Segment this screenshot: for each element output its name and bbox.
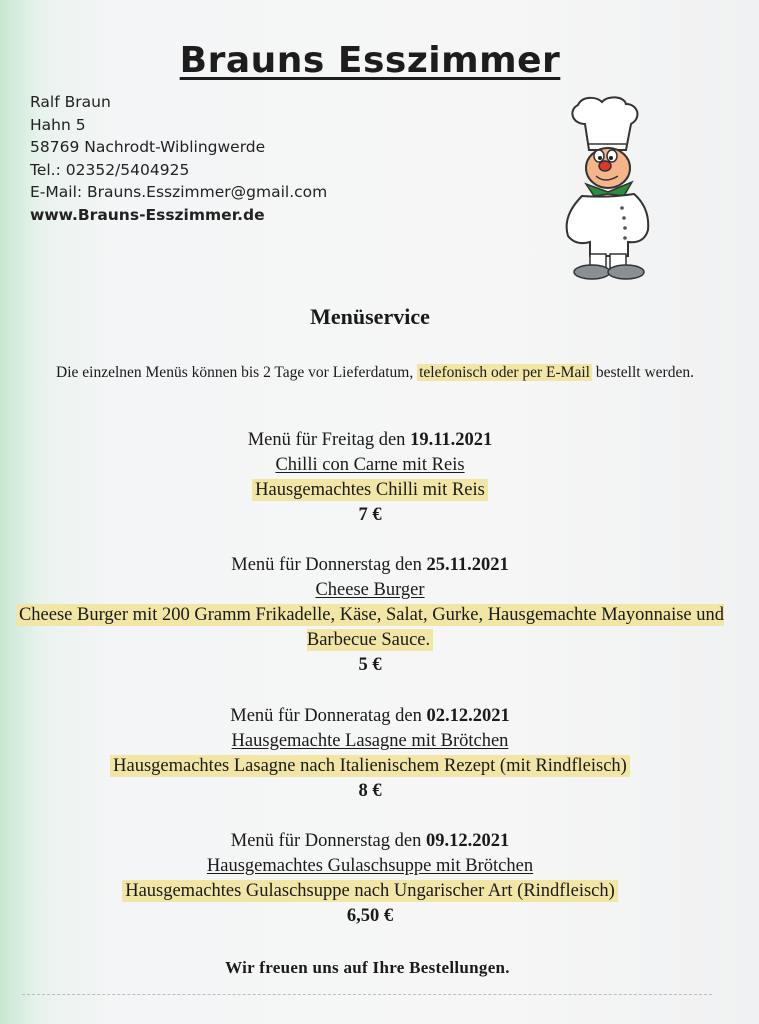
menu-description: Cheese Burger mit 200 Gramm Frikadelle, Käse, Salat, Gurke, Hausgemachte Mayonnaise und Barbecue Sauce. bbox=[10, 603, 730, 653]
menu-day-prefix: Menü für Donneratag den bbox=[230, 706, 427, 726]
address-city: 58769 Nachrodt-Wiblingwerde bbox=[30, 138, 266, 156]
chef-illustration bbox=[552, 96, 662, 282]
menu-date: 25.11.2021 bbox=[426, 555, 509, 575]
menu-name: Hausgemachte Lasagne mit Brötchen bbox=[231, 731, 509, 751]
closing-message: Wir freuen uns auf Ihre Bestellungen. bbox=[225, 958, 510, 977]
menu-day-line bbox=[10, 829, 730, 854]
menu-price: 5 € bbox=[358, 655, 382, 675]
intro-text-end: bestellt werden. bbox=[591, 364, 694, 381]
menu-description: Hausgemachtes Chilli mit Reis bbox=[10, 478, 730, 503]
menu-price: 6,50 € bbox=[346, 906, 394, 926]
order-instructions bbox=[30, 362, 720, 383]
menu-day-line bbox=[10, 428, 730, 453]
contact-address bbox=[30, 91, 327, 226]
menu-item bbox=[10, 553, 730, 678]
menu-name: Hausgemachtes Gulaschsuppe mit Brötchen bbox=[206, 856, 534, 876]
menu-description: Hausgemachtes Gulaschsuppe nach Ungarischer Art (Rindfleisch) bbox=[10, 879, 730, 904]
menu-price: 7 € bbox=[358, 505, 382, 525]
bottom-divider bbox=[22, 994, 712, 995]
menu-price: 8 € bbox=[358, 781, 382, 801]
address-name: Ralf Braun bbox=[30, 93, 111, 111]
address-email: E-Mail: Brauns.Esszimmer@gmail.com bbox=[30, 183, 328, 201]
section-heading: Menüservice bbox=[310, 304, 430, 329]
menu-description: Hausgemachtes Lasagne nach Italienischem Rezept (mit Rindfleisch) bbox=[10, 754, 730, 779]
menu-date: 09.12.2021 bbox=[425, 831, 510, 851]
address-street: Hahn 5 bbox=[30, 115, 86, 134]
intro-highlight: telefonisch oder per E-Mail bbox=[419, 364, 590, 381]
website-link[interactable]: www.Brauns-Esszimmer.de bbox=[30, 205, 265, 224]
intro-text-start: Die einzelnen Menüs können bis 2 Tage vor Lieferdatum, bbox=[56, 364, 418, 381]
menu-item bbox=[10, 428, 730, 528]
menu-item bbox=[10, 704, 730, 804]
menu-name: Cheese Burger bbox=[315, 580, 425, 600]
address-phone: Tel.: 02352/5404925 bbox=[30, 160, 190, 179]
restaurant-title: Brauns Esszimmer bbox=[179, 40, 561, 81]
menu-day-line bbox=[10, 553, 730, 578]
menu-day-prefix: Menü für Donnerstag den bbox=[230, 831, 426, 851]
menu-item bbox=[10, 829, 730, 929]
menu-date: 02.12.2021 bbox=[426, 706, 510, 726]
menu-day-prefix: Menü für Donnerstag den bbox=[231, 555, 427, 575]
menu-day-line bbox=[10, 704, 730, 729]
menu-day-prefix: Menü für Freitag den bbox=[247, 430, 411, 450]
menu-date: 19.11.2021 bbox=[410, 430, 493, 450]
menu-name: Chilli con Carne mit Reis bbox=[275, 455, 465, 475]
